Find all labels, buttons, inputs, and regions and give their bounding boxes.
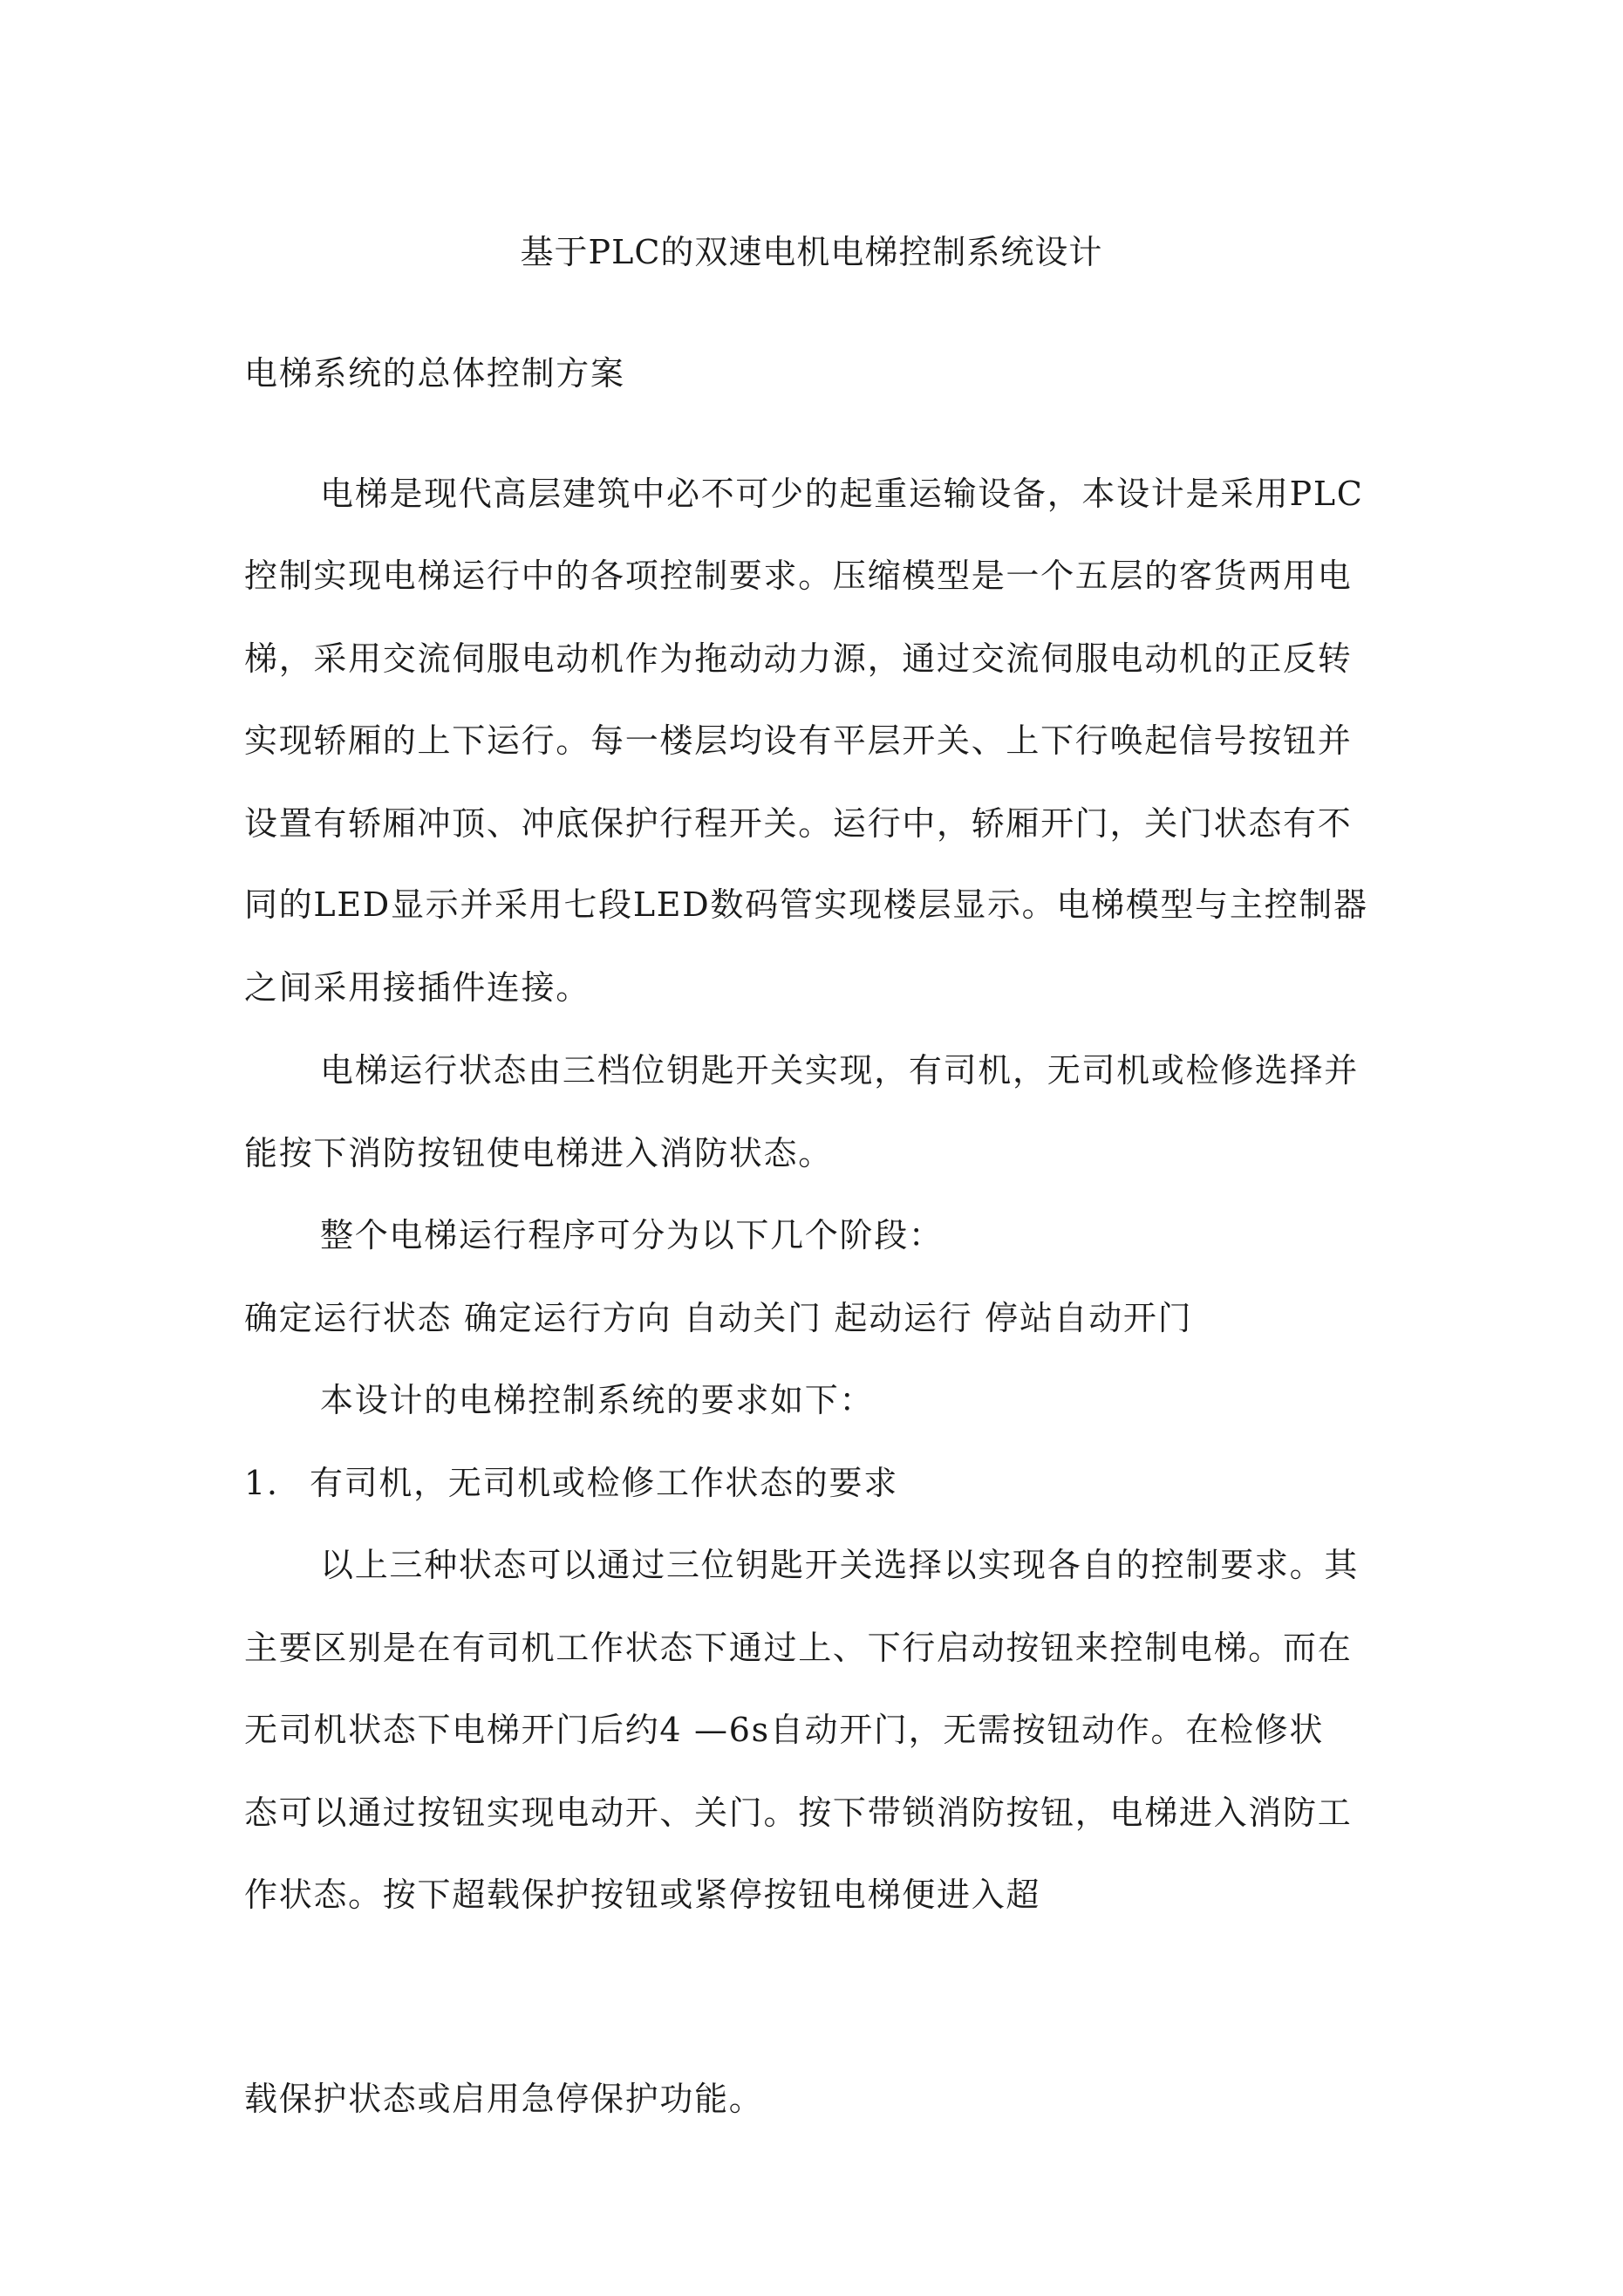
paragraph-line: 之间采用接插件连接。	[244, 968, 591, 1007]
paragraph-line: 梯，采用交流伺服电动机作为拖动动力源，通过交流伺服电动机的正反转	[244, 639, 1353, 678]
paragraph-line: 以上三种状态可以通过三位钥匙开关选择以实现各自的控制要求。其	[320, 1546, 1360, 1584]
stages-list: 确定运行状态 确定运行方向 自动关门 起动运行 停站自动开门	[244, 1299, 1193, 1337]
paragraph-requirements-intro: 本设计的电梯控制系统的要求如下：	[320, 1381, 875, 1419]
paragraph-line: 实现轿厢的上下运行。每一楼层均设有平层开关、上下行唤起信号按钮并	[244, 721, 1353, 760]
paragraph-line: 设置有轿厢冲顶、冲底保护行程开关。运行中，轿厢开门，关门状态有不	[244, 804, 1353, 843]
paragraph-line: 电梯运行状态由三档位钥匙开关实现，有司机，无司机或检修选择并	[320, 1051, 1360, 1090]
paragraph-line: 无司机状态下电梯开门后约4 —6s自动开门，无需按钮动作。在检修状	[244, 1711, 1325, 1749]
paragraph-line: 能按下消防按钮使电梯进入消防状态。	[244, 1134, 833, 1172]
paragraph-line: 控制实现电梯运行中的各项控制要求。压缩模型是一个五层的客货两用电	[244, 557, 1353, 595]
paragraph-line: 主要区别是在有司机工作状态下通过上、下行启动按钮来控制电梯。而在	[244, 1629, 1353, 1667]
paragraph-line: 作状态。按下超载保护按钮或紧停按钮电梯便进入超	[244, 1876, 1041, 1914]
continuation-text: 载保护状态或启用急停保护功能。	[244, 2080, 764, 2118]
paragraph-line: 态可以通过按钮实现电动开、关门。按下带锁消防按钮，电梯进入消防工	[244, 1794, 1353, 1832]
paragraph-line: 同的LED显示并采用七段LED数码管实现楼层显示。电梯模型与主控制器	[244, 885, 1368, 924]
section-heading: 电梯系统的总体控制方案	[244, 354, 625, 393]
list-item-text: 有司机，无司机或检修工作状态的要求	[310, 1464, 898, 1502]
paragraph-stages-intro: 整个电梯运行程序可分为以下几个阶段：	[320, 1216, 944, 1254]
list-item-number: 1.	[244, 1464, 279, 1502]
document-title: 基于PLC的双速电机电梯控制系统设计	[520, 233, 1103, 271]
paragraph-line: 电梯是现代高层建筑中必不可少的起重运输设备，本设计是采用PLC	[320, 475, 1364, 513]
